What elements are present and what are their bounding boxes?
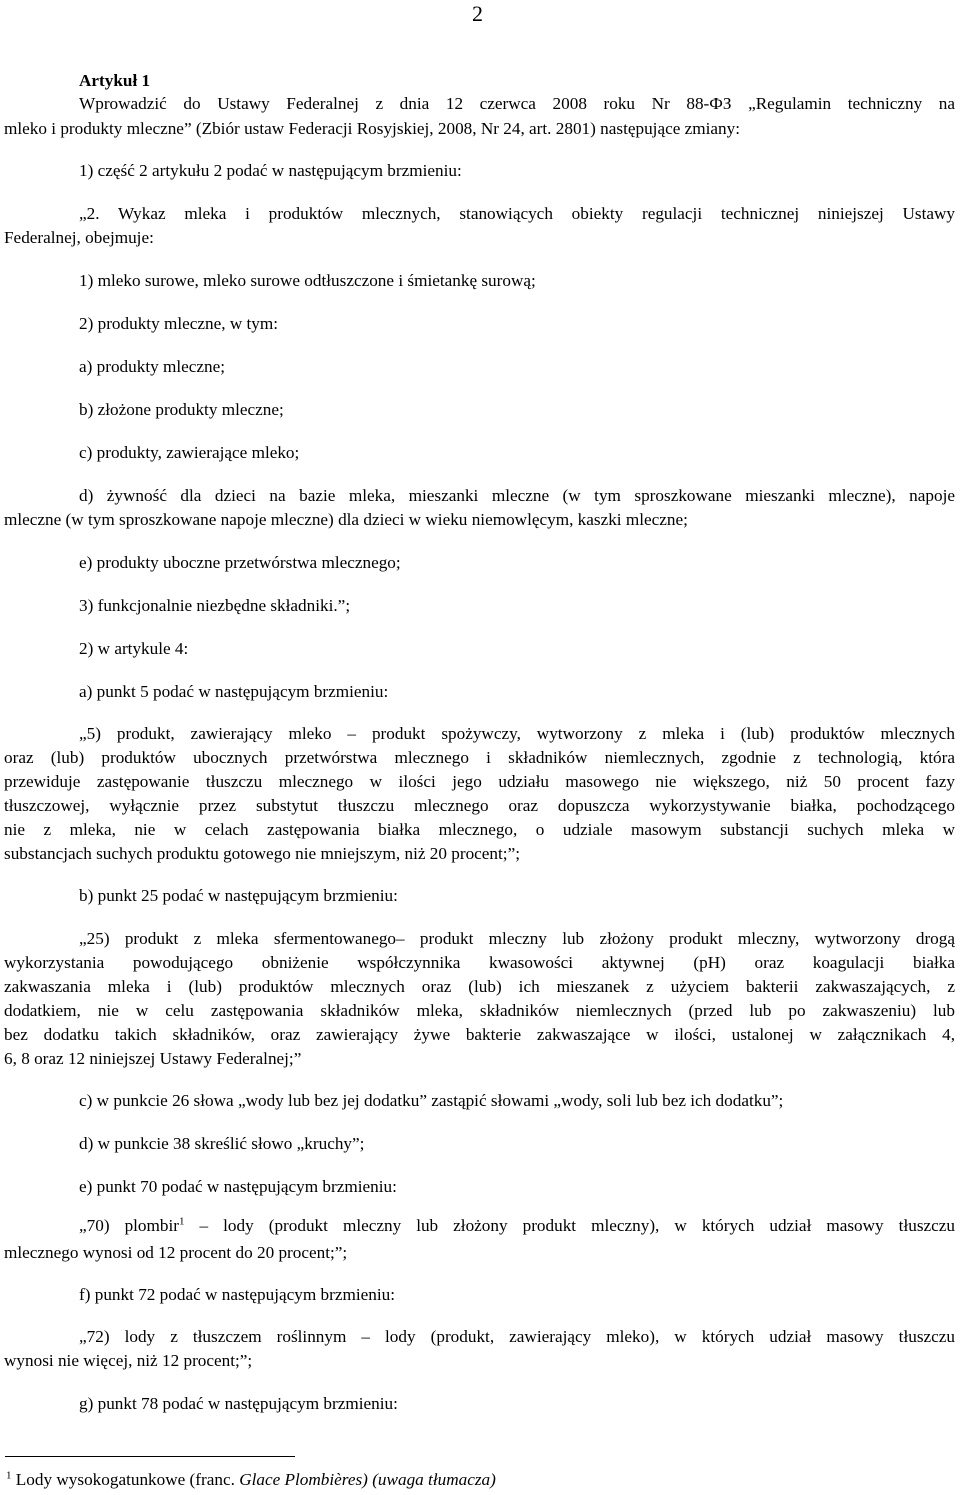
paragraph-line: 1) część 2 artykułu 2 podać w następującym brzmieniu: [79, 161, 462, 180]
list-item: b) punkt 25 podać w następującym brzmieniu: [79, 886, 398, 905]
list-item: g) punkt 78 podać w następującym brzmieniu: [79, 1394, 398, 1413]
paragraph-line: nie z mleka, nie w celach zastępowania białka mlecznego, o udziale masowym substancji suchych mleka w [4, 820, 955, 839]
paragraph-line: Federalnej, obejmuje: [4, 228, 154, 247]
paragraph-line: mleczne (w tym sproszkowane napoje mleczne) dla dzieci w wieku niemowlęcym, kaszki mleczne; [4, 510, 688, 529]
article-heading: Artykuł 1 [79, 71, 151, 90]
footnote-separator [5, 1456, 295, 1457]
paragraph-line: oraz (lub) produktów ubocznych przetwórstwa mlecznego i składników niemlecznych, zgodnie z technologią, która [4, 748, 955, 767]
list-item: e) produkty uboczne przetwórstwa mlecznego; [79, 553, 401, 572]
list-item: c) produkty, zawierające mleko; [79, 443, 300, 462]
list-item: c) w punkcie 26 słowa „wody lub bez jej dodatku” zastąpić słowami „wody, soli lub bez ich dodatku”; [79, 1091, 784, 1110]
list-item: a) punkt 5 podać w następującym brzmieniu: [79, 682, 389, 701]
paragraph-line: „72) lody z tłuszczem roślinnym – lody (produkt, zawierający mleko), w których udział masowy tłuszczu [79, 1327, 955, 1346]
paragraph-line: mleko i produkty mleczne” (Zbiór ustaw Federacji Rosyjskiej, 2008, Nr 24, art. 2801) następujące zmiany: [4, 119, 740, 138]
paragraph-line: „2. Wykaz mleka i produktów mlecznych, stanowiących obiekty regulacji technicznej niniejszej Ustawy [79, 204, 955, 223]
paragraph-line: dodatkiem, nie w celu zastępowania składników mleka, składników niemlecznych (przed lub po zakwaszeniu) lub [4, 1001, 955, 1020]
list-item: e) punkt 70 podać w następującym brzmieniu: [79, 1177, 397, 1196]
paragraph-line: mlecznego wynosi od 12 procent do 20 procent;”; [4, 1243, 348, 1262]
footnote-italic-text: Glace Plombières) (uwaga tłumacza) [239, 1470, 496, 1489]
paragraph-line: wykorzystania powodującego obniżenie współczynnika kwasowości aktywnej (pH) oraz koagulacji białka [4, 953, 955, 972]
paragraph-line: tłuszczowej, wyłącznie przez substytut tłuszczu mlecznego oraz dopuszcza wykorzystywanie białka, pochodzącego [4, 796, 955, 815]
paragraph-line: „25) produkt z mleka sfermentowanego– produkt mleczny lub złożony produkt mleczny, wytworzony drogą [79, 929, 955, 948]
list-item: d) w punkcie 38 skreślić słowo „kruchy”; [79, 1134, 365, 1153]
footnote-reference[interactable]: 1 [179, 1215, 185, 1228]
page-number: 2 [472, 1, 483, 26]
list-item: 1) mleko surowe, mleko surowe odtłuszczone i śmietankę surową; [79, 271, 536, 290]
paragraph-line: bez dodatku takich składników, oraz zawierający żywe bakterie zakwaszające w ilości, ustalonej w załącznikach 4, [4, 1025, 955, 1044]
paragraph-line: substancjach suchych produktu gotowego nie mniejszym, niż 20 procent;”; [4, 844, 520, 863]
list-item: 3) funkcjonalnie niezbędne składniki.”; [79, 596, 351, 615]
list-item: f) punkt 72 podać w następującym brzmieniu: [79, 1285, 395, 1304]
list-item: 2) w artykule 4: [79, 639, 189, 658]
list-item: b) złożone produkty mleczne; [79, 400, 284, 419]
paragraph-line [79, 1214, 955, 1244]
paragraph-line: 6, 8 oraz 12 niniejszej Ustawy Federalnej;” [4, 1049, 302, 1068]
paragraph-line: wynosi nie więcej, niż 12 procent;”; [4, 1351, 253, 1370]
paragraph-line: przewiduje zastępowanie tłuszczu mlecznego w ilości jego udziału masowego nie większego, niż 50 procent fazy [4, 772, 955, 791]
line-start: „70) plombir [79, 1216, 179, 1235]
footnote [6, 1468, 496, 1492]
list-item: d) żywność dla dzieci na bazie mleka, mieszanki mleczne (w tym sproszkowane mieszanki mleczne), napoje [79, 486, 955, 505]
footnote-text: Lody wysokogatunkowe (franc. [11, 1470, 240, 1489]
paragraph-line: „5) produkt, zawierający mleko – produkt spożywczy, wytworzony z mleka i (lub) produktów mlecznych [79, 724, 955, 743]
list-item: 2) produkty mleczne, w tym: [79, 314, 279, 333]
line-rest: – lody (produkt mleczny lub złożony produkt mleczny), w których udział masowy tłuszczu [184, 1216, 955, 1235]
paragraph-line: zakwaszania mleka i (lub) produktów mlecznych oraz (lub) ich mieszanek z użyciem bakterii zakwaszających, z [4, 977, 955, 996]
paragraph-line: Wprowadzić do Ustawy Federalnej z dnia 12 czerwca 2008 roku Nr 88-ФЗ „Regulamin techniczny na [79, 94, 955, 113]
footnote-marker: 1 [6, 1469, 12, 1482]
list-item: a) produkty mleczne; [79, 357, 226, 376]
